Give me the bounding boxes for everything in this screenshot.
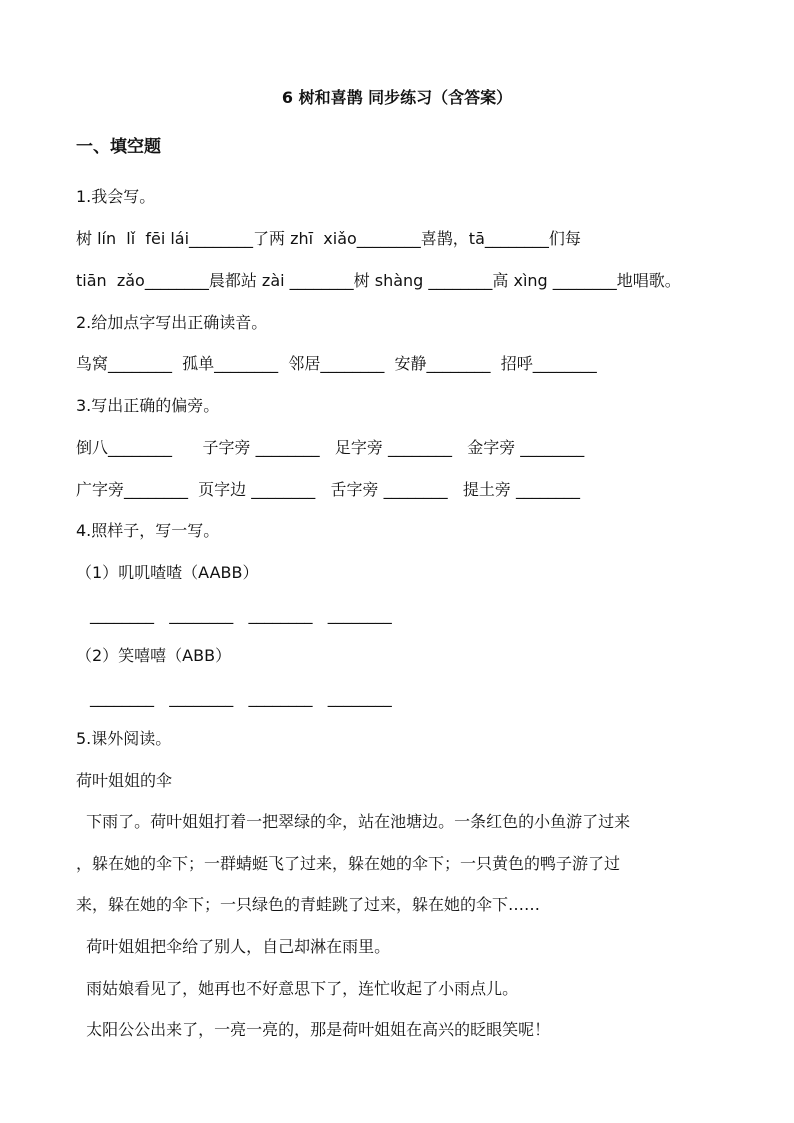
story-paragraph-4: 太阳公公出来了，一亮一亮的，那是荷叶姐姐在高兴的眨眼笑呢！ [76, 1020, 551, 1039]
question-4-heading: 4.照样子，写一写。 [76, 521, 220, 540]
story-paragraph-3: 雨姑娘看见了，她再也不好意思下了，连忙收起了小雨点儿。 [76, 979, 519, 998]
question-4-sub-2: （2）笑嘻嘻（ABB） [76, 646, 232, 665]
question-2-heading: 2.给加点字写出正确读音。 [76, 313, 268, 332]
page-title: 6 树和喜鹊 同步练习（含答案） [281, 88, 513, 107]
story-paragraph-2: 荷叶姐姐把伞给了别人，自己却淋在雨里。 [76, 937, 391, 956]
story-paragraph-1-line-2: ，躲在她的伞下；一群蜻蜓飞了过来，躲在她的伞下；一只黄色的鸭子游了过 [76, 854, 621, 873]
story-title: 荷叶姐姐的伞 [76, 771, 173, 790]
section-heading-fill-in: 一、填空题 [76, 137, 161, 157]
question-4-blanks-1: ________ ________ ________ ________ [90, 605, 392, 624]
question-3-heading: 3.写出正确的偏旁。 [76, 396, 220, 415]
story-paragraph-1-line-3: 来，躲在她的伞下；一只绿色的青蛙跳了过来，躲在她的伞下…… [76, 895, 541, 914]
question-3-line-1: 倒八________ 子字旁 ________ 足字旁 ________ 金字旁 ________ [76, 438, 585, 457]
question-4-sub-1: （1）叽叽喳喳（AABB） [76, 563, 259, 582]
question-5-heading: 5.课外阅读。 [76, 729, 172, 748]
question-1-line-2: tiān zǎo________晨都站 zài ________树 shàng ________高 xìng ________地唱歌。 [76, 271, 681, 290]
question-4-blanks-2: ________ ________ ________ ________ [90, 688, 392, 707]
question-1-heading: 1.我会写。 [76, 187, 156, 206]
question-3-line-2: 广字旁________ 页字边 ________ 舌字旁 ________ 提土旁 ________ [76, 480, 580, 499]
question-1-line-1: 树 lín lǐ fēi lái________了两 zhī xiǎo________喜鹊，tā________们每 [76, 229, 581, 248]
story-paragraph-1-line-1: 下雨了。荷叶姐姐打着一把翠绿的伞，站在池塘边。一条红色的小鱼游了过来 [76, 812, 631, 831]
question-2-line-1: 鸟窝________ 孤单________ 邻居________ 安静________ 招呼________ [76, 354, 597, 373]
